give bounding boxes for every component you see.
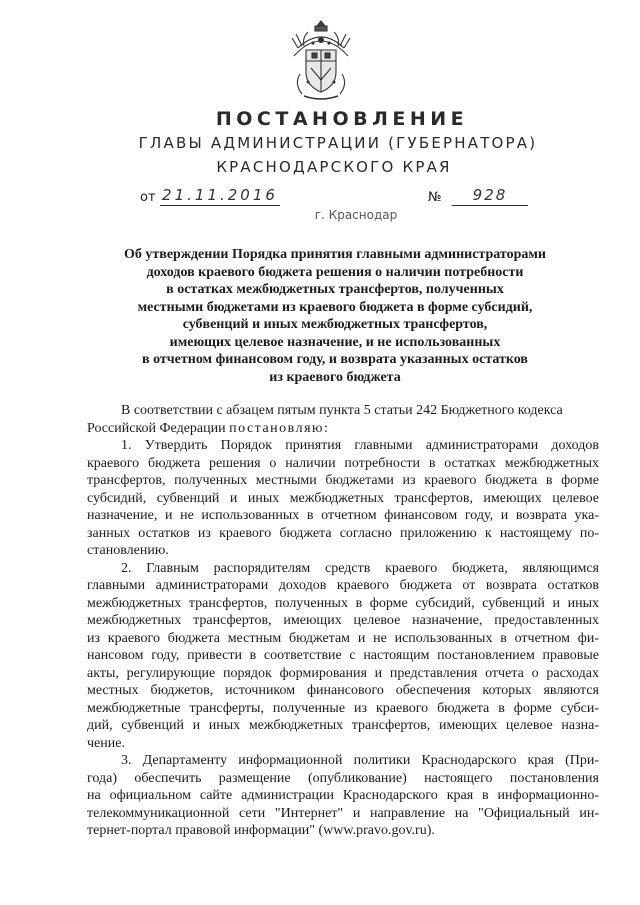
paragraph-line: чение.	[87, 735, 125, 751]
document-number: 928	[452, 186, 528, 206]
paragraph-line: 2. Главным распорядителям средств краевого бюджета, являющимся	[121, 560, 599, 576]
title-line: в отчетном финансовом году, и возврата указанных остатков	[142, 352, 528, 367]
title-line: в остатках межбюджетных трансфертов, полученных	[166, 282, 504, 297]
paragraph-line: на официальном сайте администрации Краснодарского края в информационно-	[87, 788, 599, 803]
intro-line	[87, 420, 599, 438]
paragraph-line: главными администраторами доходов краевого бюджета от возврата остатков	[87, 578, 599, 593]
title-line: доходов краевого бюджета решения о наличии потребности	[146, 264, 524, 280]
intro-text: Российской Федерации	[87, 420, 230, 436]
paragraph-line: 3. Департаменту информационной политики Краснодарского края (При-	[121, 753, 599, 768]
paragraph-line: дий, субвенций и иных межбюджетных трансфертов, имеющих целевое назна-	[87, 718, 599, 733]
paragraph-line: краевого бюджета решения о наличии потребности в остатках межбюджетных	[87, 455, 599, 471]
city-label: г. Краснодар	[314, 208, 398, 222]
krasnodar-coat-of-arms-icon	[288, 18, 354, 102]
document-date: 21.11.2016	[160, 186, 280, 206]
paragraph-line: межбюджетные трансферты, полученные из краевого бюджета в форме субси-	[87, 700, 599, 716]
paragraph-line: местных бюджетов, источником финансового обеспечения которых являются	[87, 683, 599, 698]
paragraph-line: трансфертов, полученных местными бюджетами из краевого бюджета в форме	[87, 473, 599, 488]
paragraph-line: назначение, и не использованных в отчетном финансовом году, и возврата ука-	[87, 508, 599, 523]
paragraph-line: занных остатков из краевого бюджета согласно приложению к настоящему по-	[87, 525, 599, 541]
date-number-row	[0, 186, 640, 210]
document-title	[100, 246, 570, 386]
paragraph-line: 1. Утвердить Порядок принятия главными администраторами доходов	[121, 438, 599, 453]
paragraph-line: межбюджетных трансфертов, имеющих целевое назначение, предоставленных	[87, 613, 599, 628]
paragraph-line: субсидий, субвенций и иных межбюджетных трансфертов, имеющих целевое	[87, 490, 599, 506]
paragraph-1	[87, 437, 599, 560]
date-prefix: от	[140, 190, 156, 205]
title-line: субвенций и иных межбюджетных трансфертов,	[182, 317, 488, 332]
paragraph-line: нансовом году, привести в соответствие с настоящим постановлением правовые	[87, 648, 599, 663]
document-type-heading: ПОСТАНОВЛЕНИЕ	[215, 108, 469, 130]
region-heading: КРАСНОДАРСКОГО КРАЯ	[216, 158, 452, 176]
paragraph-line: из краевого бюджета местным бюджетам и не использованных в отчетном фи-	[87, 630, 599, 646]
paragraph-2	[87, 560, 599, 753]
paragraph-line: телекоммуникационной сети "Интернет" и направление на "Официальный ин-	[87, 805, 599, 821]
title-line: Об утверждении Порядка принятия главными администраторами	[124, 247, 546, 262]
paragraph-line: года) обеспечить размещение (опубликование) настоящего постановления	[87, 770, 599, 786]
title-line: из краевого бюджета	[269, 369, 401, 385]
title-line: имеющих целевое назначение, и не использованных	[169, 334, 501, 350]
resolution-word: постановляю:	[229, 420, 330, 436]
paragraph-3	[87, 752, 599, 840]
document-body	[87, 402, 599, 840]
issuer-heading: ГЛАВЫ АДМИНИСТРАЦИИ (ГУБЕРНАТОРА)	[138, 134, 538, 152]
paragraph-line: межбюджетных трансфертов, полученных в форме субсидий, субвенций и иных	[87, 595, 599, 611]
title-line: местными бюджетами из краевого бюджета в форме субсидий,	[137, 299, 533, 315]
number-prefix: №	[428, 190, 442, 205]
paragraph-line: акты, регулирующие порядок формирования и представления отчета о расходах	[87, 665, 599, 681]
intro-line: В соответствии с абзацем пятым пункта 5 статьи 242 Бюджетного кодекса	[121, 403, 563, 418]
paragraph-line: тернет-портал правовой информации" (www.pravo.gov.ru).	[87, 823, 435, 838]
paragraph-line: становлению.	[87, 543, 169, 558]
